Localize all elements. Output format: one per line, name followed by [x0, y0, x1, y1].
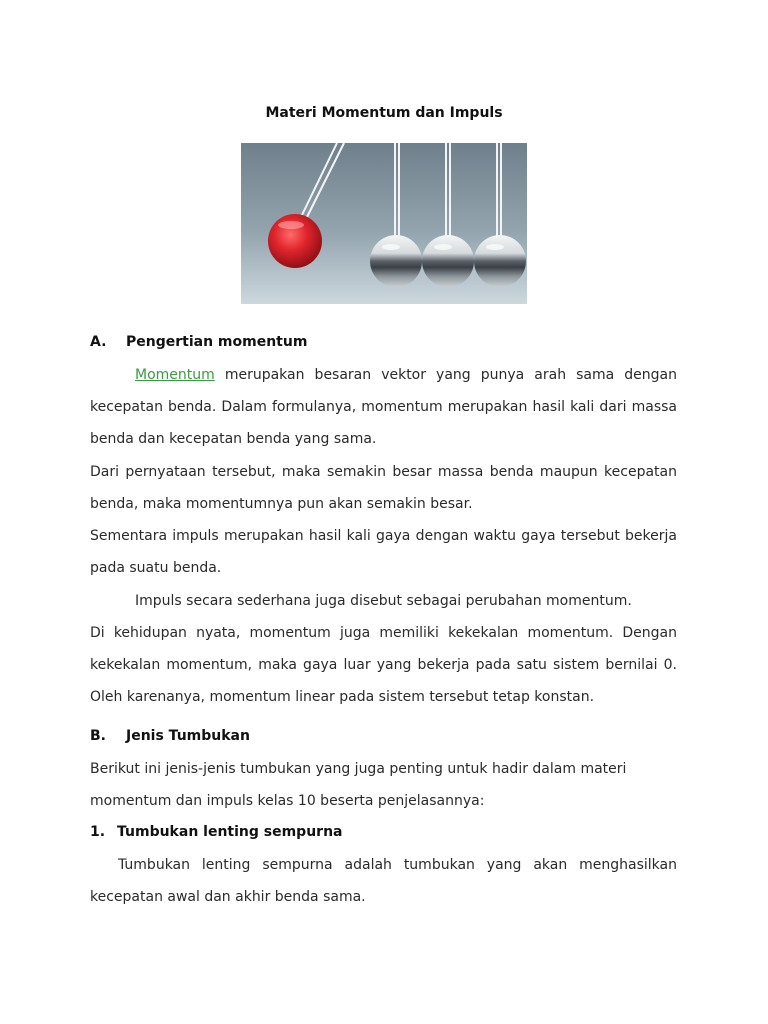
section-a-heading	[90, 334, 307, 350]
newtons-cradle-image	[241, 143, 527, 304]
section-b-title: Jenis Tumbukan	[126, 728, 250, 744]
paragraph-momentum-mass: Dari pernyataan tersebut, maka semakin besar massa benda maupun kecepatan benda, maka momentumnya pun akan semakin besar.	[90, 464, 677, 513]
paragraph-kekekalan: Di kehidupan nyata, momentum juga memiliki kekekalan momentum. Dengan kekekalan momentum, maka gaya luar yang bekerja pada satu sistem bernilai 0. Oleh karenanya, momentum linear pada sistem tersebut tetap konstan.	[90, 625, 677, 706]
page-title: Materi Momentum dan Impuls	[265, 105, 503, 121]
steel-ball-icon	[474, 235, 526, 287]
paragraph-jenis-intro	[90, 753, 677, 817]
item-1-heading	[90, 824, 343, 840]
item-1-title: Tumbukan lenting sempurna	[117, 824, 343, 840]
paragraph-jenis-intro-line2: momentum dan impuls kelas 10 beserta penjelasannya:	[90, 793, 485, 810]
paragraph-impuls-simple: Impuls secara sederhana juga disebut sebagai perubahan momentum.	[135, 593, 632, 609]
steel-ball-icon	[422, 235, 474, 287]
momentum-link[interactable]: Momentum	[135, 367, 215, 383]
section-a-number: A.	[90, 334, 107, 350]
paragraph-impuls: Sementara impuls merupakan hasil kali gaya dengan waktu gaya tersebut bekerja pada suatu benda.	[90, 528, 677, 577]
paragraph-lenting-sempurna: Tumbukan lenting sempurna adalah tumbukan yang akan menghasilkan kecepatan awal dan akhir benda sama.	[90, 857, 677, 906]
paragraph-momentum-definition-text: merupakan besaran vektor yang punya arah sama dengan kecepatan benda. Dalam formulanya, momentum merupakan hasil kali dari massa benda dan kecepatan benda yang sama.	[90, 367, 677, 448]
paragraph-momentum-definition	[90, 359, 677, 456]
item-1-number: 1.	[90, 824, 106, 840]
section-b-number: B.	[90, 728, 106, 744]
section-b-heading	[90, 728, 250, 744]
paragraph-jenis-intro-line1: Berikut ini jenis-jenis tumbukan yang juga penting untuk hadir dalam materi	[90, 761, 627, 777]
section-a-title: Pengertian momentum	[126, 334, 308, 350]
steel-ball-icon	[370, 235, 422, 287]
